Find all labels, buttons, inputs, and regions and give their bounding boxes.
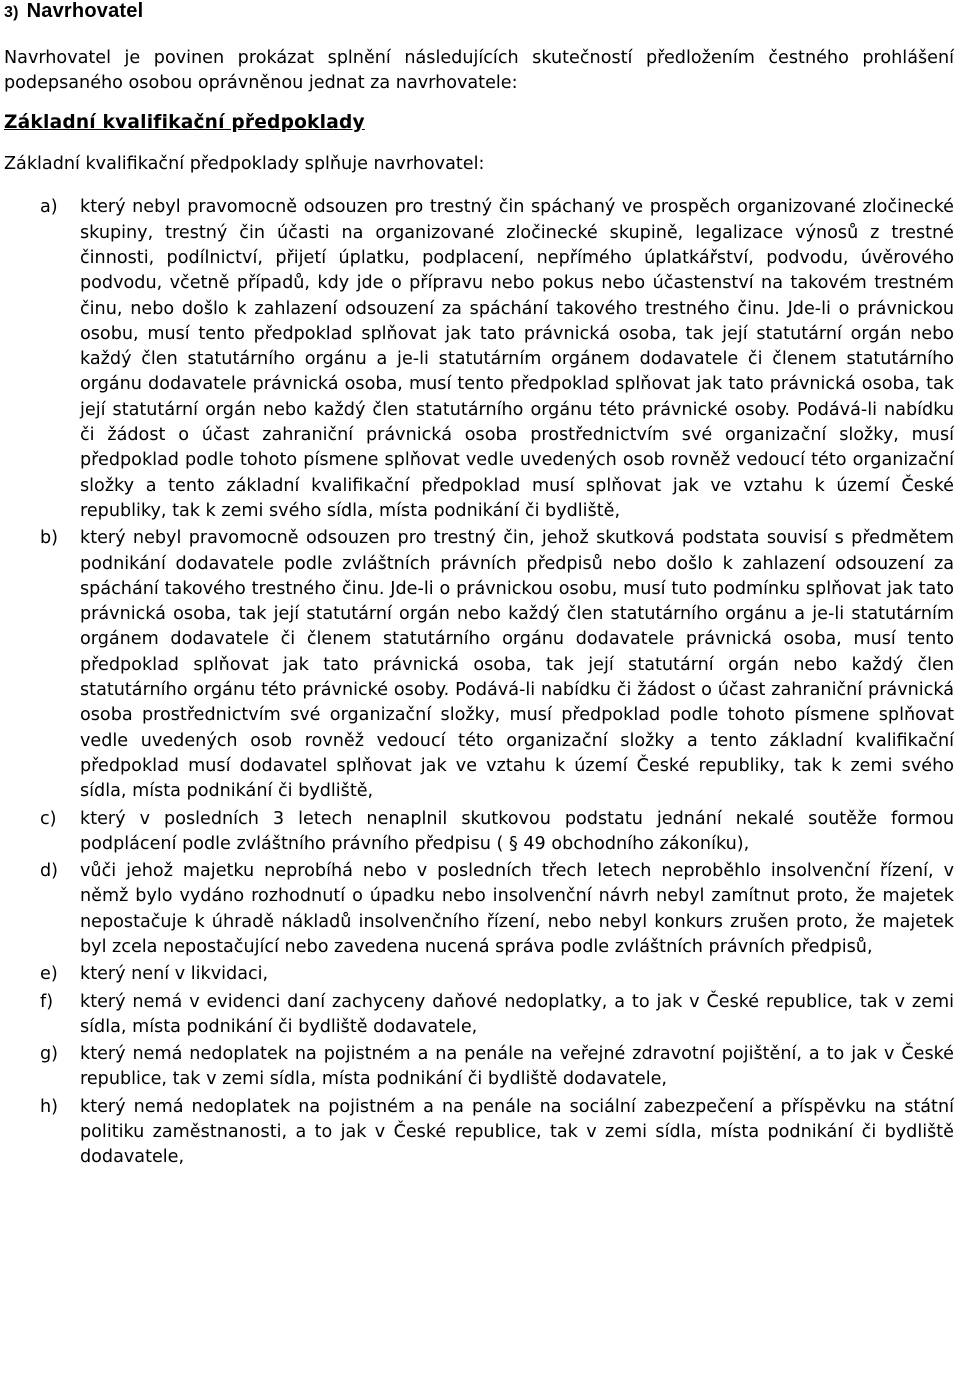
- list-marker: h): [40, 1096, 59, 1117]
- list-item-text: který nebyl pravomocně odsouzen pro trestný čin spáchaný ve prospěch organizované zločinecké skupiny, trestný čin účasti na organizované zločinecké skupině, legalizace výnosů z trestné činnosti, podílnictví, přijetí úplatku, podplacení, nepřímého úplatkářství, podvodu, úvěrového podvodu, včetně případů, kdy jde o přípravu nebo pokus nebo účastenství na takovém trestném činu, nebo došlo k zahlazení odsouzení za spáchání takového trestného činu. Jde-li o právnickou osobu, musí tento předpoklad splňovat jak tato právnická osoba, tak její statutární orgán nebo každý člen statutárního orgánu a je-li statutárním orgánem dodavatele či členem statutárního orgánu dodavatele právnická osoba, musí tento předpoklad splňovat jak tato právnická osoba, tak její statutární orgán nebo každý člen statutárního orgánu této právnické osoby. Podává-li nabídku či žádost o účast zahraniční právnická osoba prostřednictvím své organizační složky, musí předpoklad podle tohoto písmene splňovat vedle uvedených osob rovněž vedoucí této organizační složky a tento základní kvalifikační předpoklad musí splňovat jak ve vztahu k území České republiky, tak k zemi svého sídla, místa podnikání či bydliště,: [80, 197, 954, 521]
- list-item: [4, 990, 954, 1041]
- list-marker: c): [40, 808, 57, 829]
- list-marker: d): [40, 861, 59, 882]
- list-item: [4, 195, 954, 524]
- list-item: [4, 859, 954, 960]
- list-marker: e): [40, 964, 58, 985]
- list-item: [4, 1042, 954, 1093]
- list-item-text: který nemá v evidenci daní zachyceny daňové nedoplatky, a to jak v České republice, tak v zemi sídla, místa podnikání či bydliště dodavatele,: [80, 991, 954, 1037]
- list-marker: g): [40, 1044, 59, 1065]
- list-item: [4, 1095, 954, 1171]
- list-marker: a): [40, 197, 58, 218]
- list-item-text: který nemá nedoplatek na pojistném a na penále na veřejné zdravotní pojištění, a to jak v České republice, tak v zemi sídla, místa podnikání či bydliště dodavatele,: [80, 1044, 954, 1090]
- list-item-text: který nemá nedoplatek na pojistném a na penále na sociální zabezpečení a příspěvku na státní politiku zaměstnanosti, a to jak v České republice, tak v zemi sídla, místa podnikání či bydliště dodavatele,: [80, 1096, 954, 1168]
- list-item-text: vůči jehož majetku neprobíhá nebo v posledních třech letech neproběhlo insolvenční řízení, v němž bylo vydáno rozhodnutí o úpadku nebo insolvenční návrh nebyl zamítnut proto, že majetek nepostačuje k úhradě nákladů insolvenčního řízení, nebo nebyl konkurs zrušen proto, že majetek byl zcela nepostačující nebo zavedena nucená správa podle zvláštních právních předpisů,: [80, 861, 954, 957]
- subheading: Základní kvalifikační předpoklady: [4, 111, 365, 133]
- list-marker: f): [40, 991, 54, 1012]
- intro-paragraph: Navrhovatel je povinen prokázat splnění následujících skutečností předložením čestného prohlášení podepsaného osobou oprávněnou jednat za navrhovatele:: [4, 48, 954, 93]
- section-heading: [4, 0, 954, 26]
- section-title: Navrhovatel: [26, 0, 144, 22]
- section-number: 3): [4, 4, 19, 21]
- list-marker: b): [40, 528, 59, 549]
- requirements-list: [4, 195, 954, 1170]
- list-item-text: který nebyl pravomocně odsouzen pro trestný čin, jehož skutková podstata souvisí s předmětem podnikání dodavatele podle zvláštních právních předpisů nebo došlo k zahlazení odsouzení za spáchání takového trestného činu. Jde-li o právnickou osobu, musí tuto podmínku splňovat jak tato právnická osoba, tak její statutární orgán nebo každý člen statutárního orgánu a je-li statutárním orgánem dodavatele či členem statutárního orgánu dodavatele právnická osoba, musí tento předpoklad splňovat jak tato právnická osoba, tak její statutární orgán nebo každý člen statutárního orgánu této právnické osoby. Podává-li nabídku či žádost o účast zahraniční právnická osoba prostřednictvím své organizační složky, musí předpoklad podle tohoto písmene splňovat vedle uvedených osob rovněž vedoucí této organizační složky a tento základní kvalifikační předpoklad musí dodavatel splňovat jak ve vztahu k území České republiky, tak k zemi svého sídla, místa podnikání či bydliště,: [80, 528, 954, 802]
- list-item: [4, 962, 954, 987]
- lead-paragraph: Základní kvalifikační předpoklady splňuje navrhovatel:: [4, 153, 485, 174]
- list-item: [4, 526, 954, 804]
- list-item-text: který není v likvidaci,: [80, 964, 269, 985]
- list-item-text: který v posledních 3 letech nenaplnil skutkovou podstatu jednání nekalé soutěže formou podplácení podle zvláštního právního předpisu ( § 49 obchodního zákoníku),: [80, 808, 954, 854]
- list-item: [4, 807, 954, 858]
